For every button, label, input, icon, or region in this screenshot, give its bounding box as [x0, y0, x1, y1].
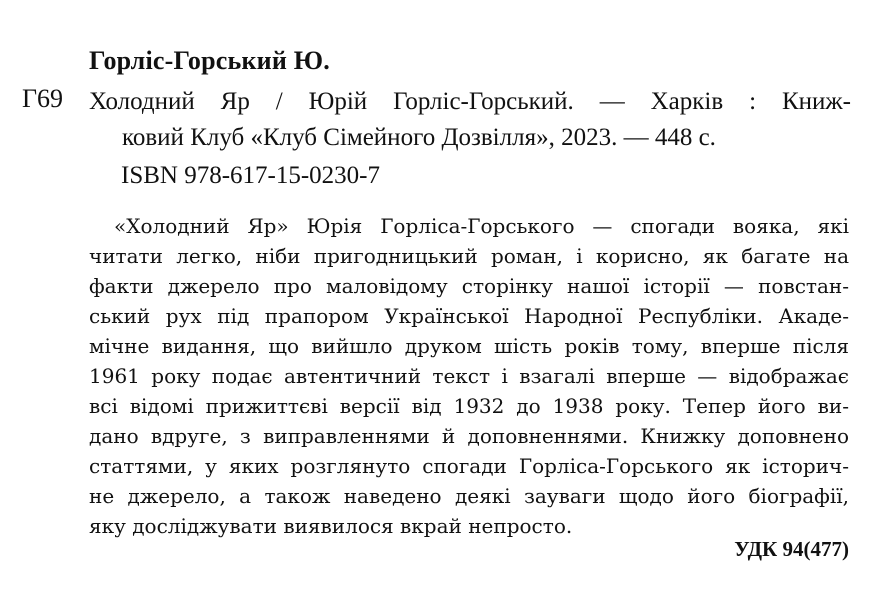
- annotation-line: «Холодний Яр» Юрія Горліса-Горського — спогади вояка, які: [114, 214, 849, 238]
- udk-code: УДК 94(477): [734, 537, 849, 561]
- annotation-line: всі відомі прижиттєві версії від 1932 до 1938 року. Тепер його ви-: [89, 394, 849, 418]
- annotation-line: статтями, у яких розглянуто спогади Горліса-Горського як історич-: [89, 454, 849, 478]
- bibliographic-line: Холодний Яр / Юрій Горліс-Горський. — Харків : Книж-: [89, 88, 851, 115]
- annotation: [89, 211, 849, 541]
- bibliographic-line: ковий Клуб «Клуб Сімейного Дозвілля», 2023. — 448 с.: [122, 124, 716, 151]
- annotation-line: ський рух під прапором Української Народної Республіки. Акаде-: [89, 304, 849, 328]
- annotation-line: читати легко, ніби пригодницький роман, і корисно, як багате на: [89, 244, 849, 268]
- annotation-line: не джерело, а також наведено деякі зауваги щодо його біографії,: [89, 484, 849, 508]
- annotation-line: дано вдруге, з виправленнями й доповненнями. Книжку доповнено: [89, 424, 849, 448]
- bibliographic-description: [89, 84, 851, 156]
- author-heading: Горліс-Горський Ю.: [89, 46, 330, 75]
- shelf-code: Г69: [22, 84, 64, 113]
- annotation-line: мічне видання, що вийшло друком шість років тому, вперше після: [89, 334, 849, 358]
- isbn: ISBN 978-617-15-0230-7: [121, 162, 381, 189]
- annotation-line: факти джерело про маловідому сторінку нашої історії — повстан-: [89, 274, 849, 298]
- annotation-line: 1961 року подає автентичний текст і взагалі вперше — відображає: [89, 364, 849, 388]
- annotation-line: яку досліджувати виявилося вкрай непросто.: [89, 514, 573, 538]
